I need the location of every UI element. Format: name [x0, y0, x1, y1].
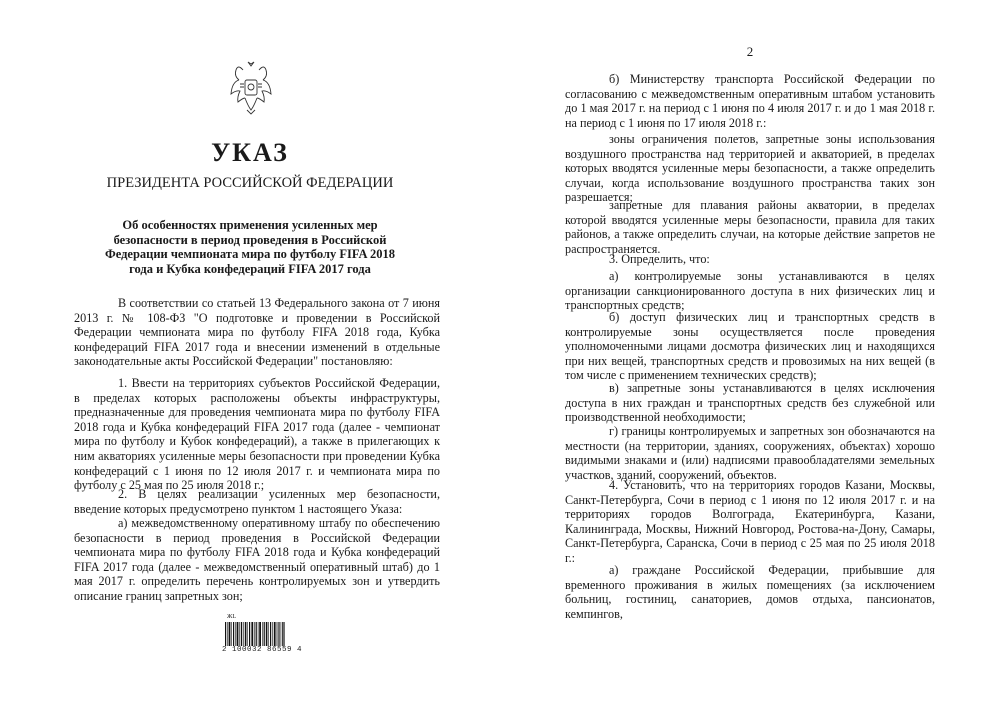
preamble-paragraph: В соответствии со статьей 13 Федерального закона от 7 июня 2013 г. № 108-ФЗ "О подготовке и проведении в Российской Федерации чемпионата мира по футболу FIFA 2018 года, Кубка конфедераций FIFA 2017 года и внесении изменений в отдельные законодательные акты Российской Федерации" постановляю: — [74, 296, 440, 369]
item-3-paragraph: 3. Определить, что: — [609, 252, 710, 266]
item-2b-waters-paragraph: запретные для плавания районы акватории, в пределах которой вводятся усиленные меры безопасности, правила для таких районов, а также определить случаи, на которые действие запретов не распространяется. — [565, 198, 935, 256]
decree-subtitle: ПРЕЗИДЕНТА РОССИЙСКОЙ ФЕДЕРАЦИИ — [106, 175, 394, 191]
item-3b-paragraph: б) доступ физических лиц и транспортных средств в контролируемые зоны осуществляется после проведения уполномоченными лицами досмотра физических лиц и находящихся при них вещей, транспортных средств и провозимых на них вещей (в том числе с применением технических средств); — [565, 310, 935, 383]
item-4-paragraph: 4. Установить, что на территориях городов Казани, Москвы, Санкт-Петербурга, Сочи в период с 1 июня по 12 июля 2017 г. и на территориях городов Волгограда, Екатеринбурга, Казани, Калининграда, Москвы, Нижний Новгород, Ростова-на-Дону, Самары, Санкт-Петербурга, Саранска, Сочи в период с 25 мая по 25 июля 2018 г.: — [565, 478, 935, 565]
page-number: 2 — [746, 44, 754, 59]
barcode-image — [225, 622, 285, 646]
right-page — [500, 0, 1000, 708]
coat-of-arms-emblem — [228, 60, 274, 116]
barcode-mark: ЖL — [227, 614, 237, 620]
item-2-paragraph: 2. В целях реализации усиленных мер безопасности, введение которых предусмотрено пунктом 1 настоящего Указа: — [74, 487, 440, 516]
barcode-number: 2 100032 86559 4 — [222, 646, 303, 654]
decree-title: УКАЗ — [211, 138, 289, 167]
item-4a-paragraph: а) граждане Российской Федерации, прибывшие для временного проживания в жилых помещениях (за исключением больниц, гостиниц, санаториев, домов отдыха, пансионатов, кемпингов, — [565, 563, 935, 621]
item-3d-paragraph: г) границы контролируемых и запретных зон обозначаются на местности (на территории, зданиях, сооружениях, объектах) хорошо видимыми знаками и (или) надписями правообладателями земельных участков, зданий, сооружений, объектов. — [565, 424, 935, 482]
decree-heading: Об особенностях применения усиленных мер безопасности в период проведения в Российской Федерации чемпионата мира по футболу FIFA 2018 года и Кубка конфедераций FIFA 2017 года — [104, 218, 396, 276]
item-2b-paragraph: б) Министерству транспорта Российской Федерации по согласованию с межведомственным оперативным штабом установить до 1 мая 2017 г. на период с 1 июня по 4 июля 2017 г. и до 1 мая 2018 г. на период с 1 июня по 17 июля 2018 г.: — [565, 72, 935, 130]
item-3a-paragraph: а) контролируемые зоны устанавливаются в целях организации санкционированного доступа в них физических лиц и транспортных средств; — [565, 269, 935, 313]
item-3c-paragraph: в) запретные зоны устанавливаются в целях исключения доступа в них граждан и транспортных средств без служебной или производственной необходимости; — [565, 381, 935, 425]
item-1-paragraph: 1. Ввести на территориях субъектов Российской Федерации, в пределах которых расположены объекты инфраструктуры, предназначенные для проведения чемпионата мира по футболу FIFA 2018 года и Кубка конфедераций FIFA 2017 года (далее - чемпионат мира по футболу и Кубок конфедераций), а также в прилегающих к ним акваториях усиленные меры безопасности при проведении Кубка конфедераций с 1 июня по 12 июля 2017 г. и чемпионата мира по футболу с 25 мая по 25 июля 2018 г.; — [74, 376, 440, 493]
item-2b-zones-paragraph: зоны ограничения полетов, запретные зоны использования воздушного пространства над территорией и акваторией, в пределах которых вводятся усиленные меры безопасности, а также определить случаи, когда использование воздушного пространства таких зон разрешается; — [565, 132, 935, 205]
item-2a-paragraph: а) межведомственному оперативному штабу по обеспечению безопасности в период проведения в Российской Федерации чемпионата мира по футболу FIFA 2018 года и Кубка конфедераций FIFA 2017 года (далее - межведомственный оперативный штаб) до 1 мая 2017 г. определить перечень контролируемых зон и утвердить описание границ запретных зон; — [74, 516, 440, 603]
